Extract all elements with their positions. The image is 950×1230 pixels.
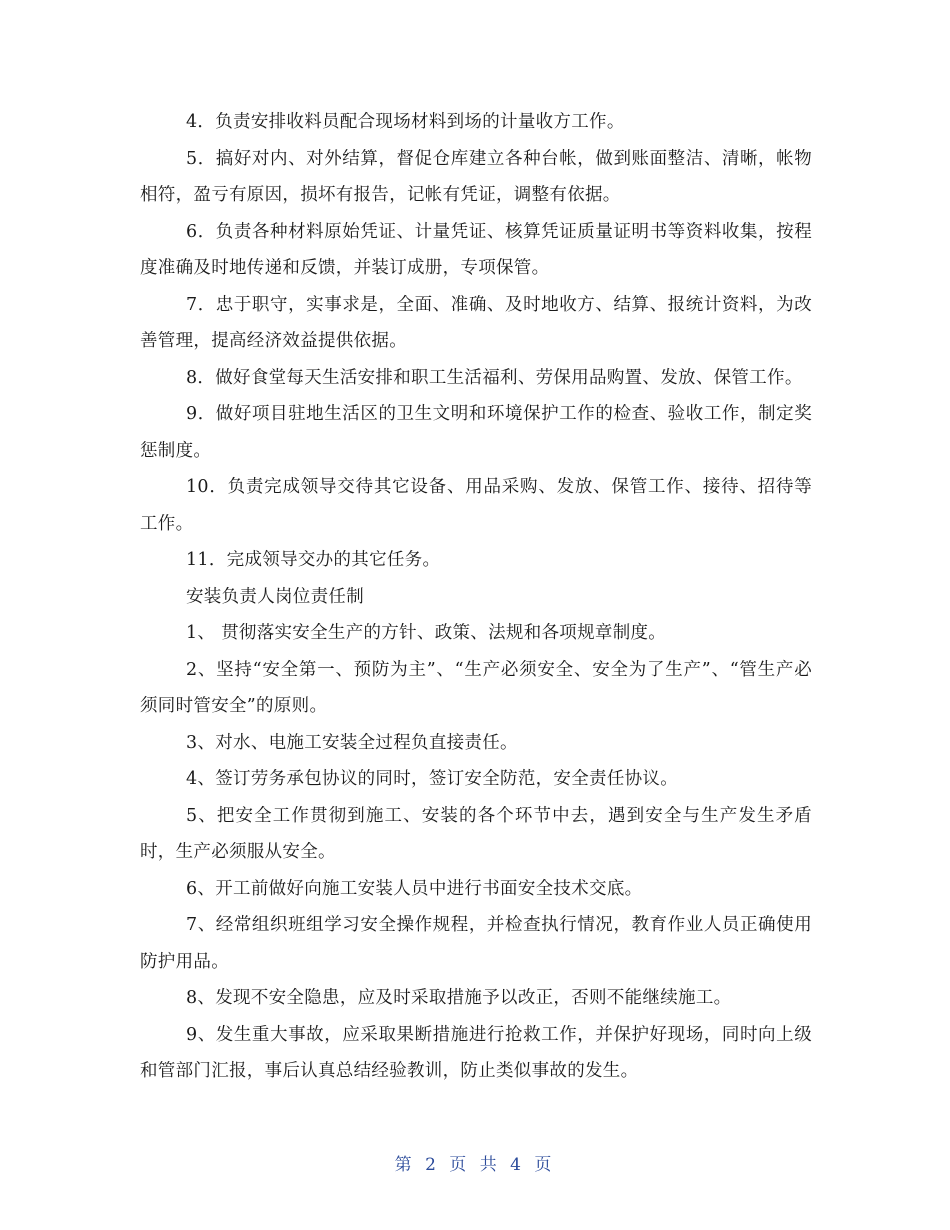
page-number-footer: 第 2 页 共 4 页 [394, 1155, 556, 1175]
rule-item-3: 3、对水、电施工安装全过程负直接责任。 [186, 732, 518, 753]
paragraph-item-10: 10．负责完成领导交待其它设备、用品采购、发放、保管工作、接待、招待等工作。 [140, 477, 812, 534]
rule-item-1: 1、 贯彻落实安全生产的方针、政策、法规和各项规章制度。 [186, 623, 667, 643]
paragraph-item-9: 9．做好项目驻地生活区的卫生文明和环境保护工作的检查、验收工作，制定奖惩制度。 [140, 404, 812, 461]
section-heading: 安装负责人岗位责任制 [186, 586, 364, 607]
paragraph-item-5: 5．搞好对内、对外结算，督促仓库建立各种台帐，做到账面整洁、清晰，帐物相符，盈亏有原因，损坏有报告，记帐有凭证，调整有依据。 [140, 148, 812, 205]
rule-item-5: 5、把安全工作贯彻到施工、安装的各个环节中去，遇到安全与生产发生矛盾时，生产必须服从安全。 [140, 805, 812, 862]
rule-item-9: 9、发生重大事故，应采取果断措施进行抢救工作，并保护好现场，同时向上级和管部门汇报，事后认真总结经验教训，防止类似事故的发生。 [140, 1024, 812, 1081]
rule-item-4: 4、签订劳务承包协议的同时，签订安全防范，安全责任协议。 [186, 769, 679, 789]
paragraph-item-11: 11．完成领导交办的其它任务。 [186, 550, 441, 570]
rule-item-2: 2、坚持“安全第一、预防为主”、“生产必须安全、安全为了生产”、“管生产必须同时管安全”的原则。 [140, 659, 812, 716]
paragraph-item-7: 7．忠于职守，实事求是，全面、准确、及时地收方、结算、报统计资料，为改善管理，提高经济效益提供依据。 [140, 294, 812, 351]
paragraph-item-4: 4．负责安排收料员配合现场材料到场的计量收方工作。 [186, 112, 625, 132]
document-body [140, 104, 812, 1090]
rule-item-6: 6、开工前做好向施工安装人员中进行书面安全技术交底。 [186, 878, 643, 899]
paragraph-item-8: 8．做好食堂每天生活安排和职工生活福利、劳保用品购置、发放、保管工作。 [186, 367, 803, 388]
paragraph-item-6: 6．负责各种材料原始凭证、计量凭证、核算凭证质量证明书等资料收集，按程度准确及时地传递和反馈，并装订成册，专项保管。 [140, 221, 812, 278]
rule-item-7: 7、经常组织班组学习安全操作规程，并检查执行情况，教育作业人员正确使用防护用品。 [140, 915, 812, 972]
rule-item-8: 8、发现不安全隐患，应及时采取措施予以改正，否则不能继续施工。 [186, 988, 732, 1008]
